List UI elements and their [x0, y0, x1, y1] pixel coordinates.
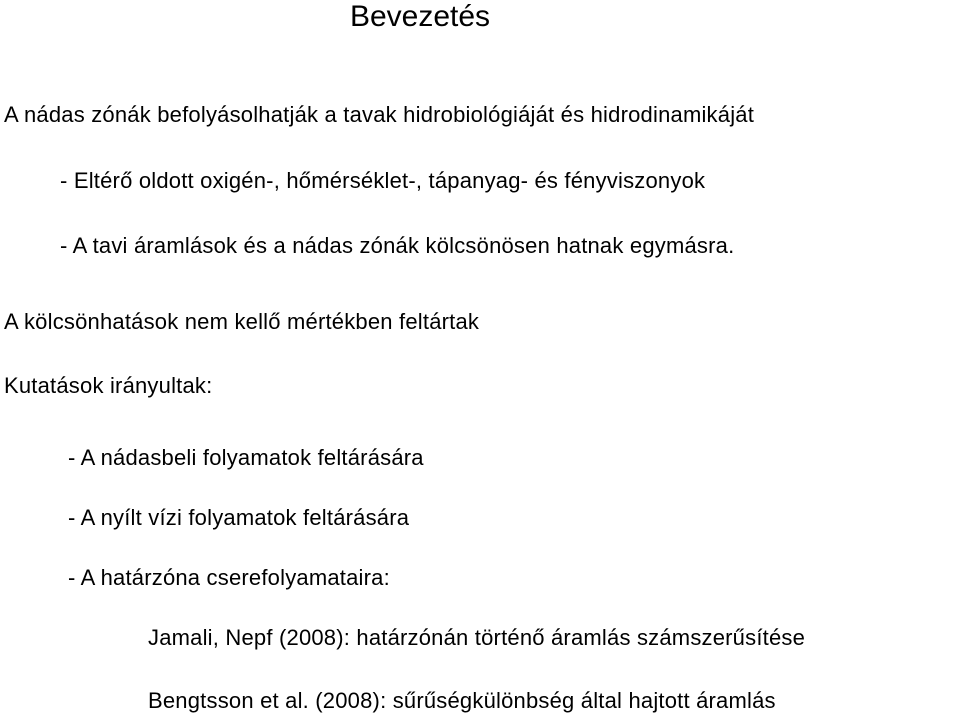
bullet-line: - A tavi áramlások és a nádas zónák kölcsönösen hatnak egymásra. [60, 233, 735, 258]
research-bullet: - A nádasbeli folyamatok feltárására [68, 445, 424, 470]
intro-line: A nádas zónák befolyásolhatják a tavak hidrobiológiáját és hidrodinamikáját [4, 102, 755, 127]
research-bullet: - A határzóna cserefolyamataira: [68, 565, 390, 590]
slide-title: Bevezetés [349, 0, 491, 33]
statement-line: A kölcsönhatások nem kellő mértékben feltártak [4, 309, 480, 334]
research-bullet: - A nyílt vízi folyamatok feltárására [68, 505, 410, 530]
reference-line: Bengtsson et al. (2008): sűrűségkülönbség által hajtott áramlás [148, 688, 776, 713]
statement-line: Kutatások irányultak: [4, 373, 213, 398]
reference-line: Jamali, Nepf (2008): határzónán történő áramlás számszerűsítése [148, 625, 806, 650]
bullet-line: - Eltérő oldott oxigén-, hőmérséklet-, tápanyag- és fényviszonyok [60, 168, 706, 193]
